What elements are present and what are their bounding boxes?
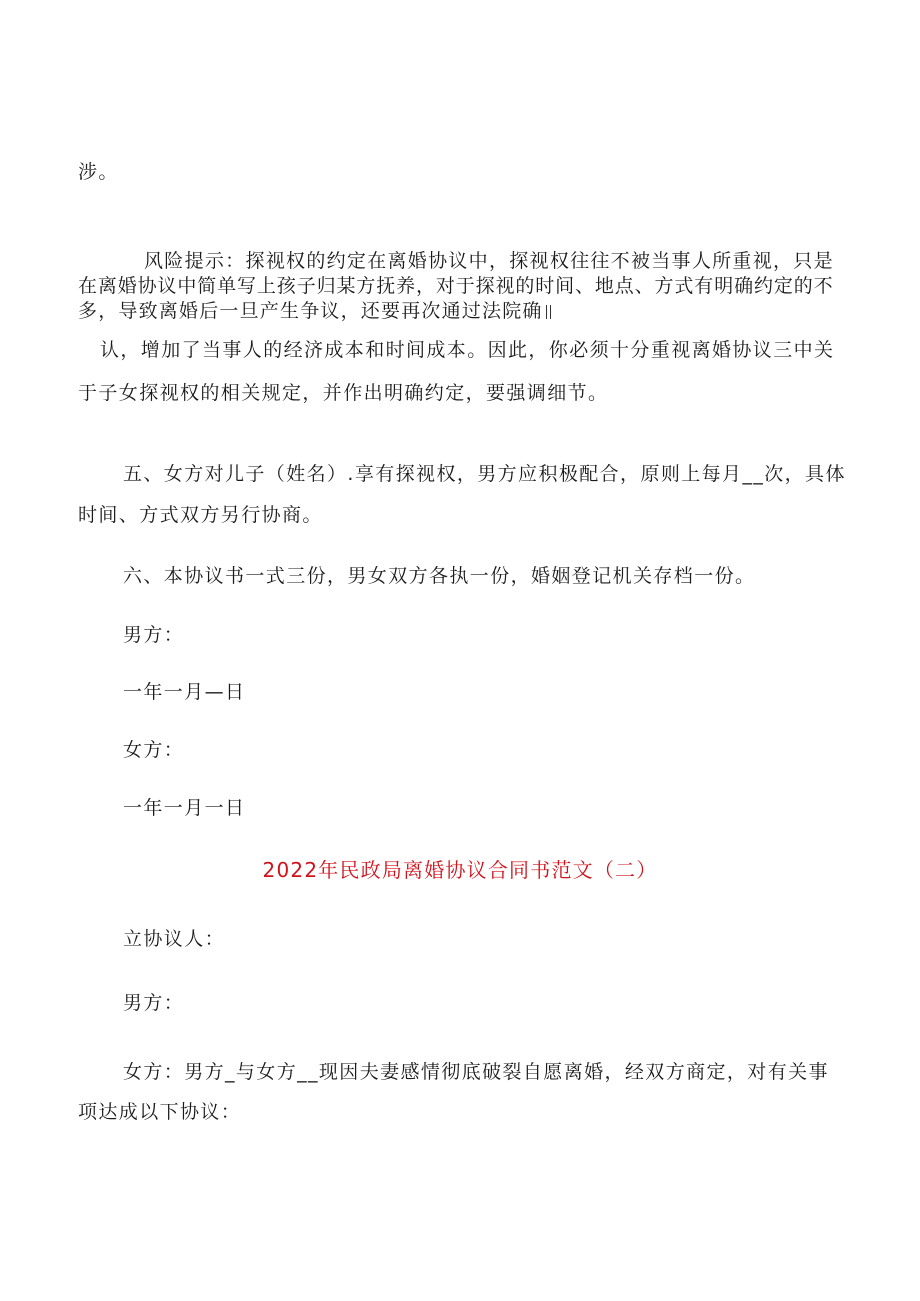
- clause-five-line: 五、女方对儿子（姓名）.享有探视权，男方应积极配合，原则上每月__次，具体: [123, 463, 846, 485]
- agreement-intro-line: 女方：男方_与女方__现因夫妻感情彻底破裂自愿离婚，经双方商定，对有关事: [123, 1061, 829, 1083]
- man-label: 男方：: [123, 992, 185, 1014]
- risk-tip-line: 在离婚协议中简单写上孩子归某方抚养，对于探视的时间、地点、方式有明确约定的不: [78, 275, 833, 297]
- risk-tip-paragraph: [78, 249, 833, 324]
- man-signature-label: 男方：: [123, 624, 185, 646]
- risk-tip-line-text: 多，导致离婚后一旦产生争议，还要再次通过法院确: [78, 300, 543, 322]
- woman-signature-date: 一年一月一日: [123, 797, 246, 819]
- section-title: 2022年民政局离婚协议合同书范文（二）: [262, 858, 658, 882]
- risk-tip-line: [78, 299, 833, 324]
- party-label: 立协议人：: [123, 928, 226, 950]
- cursor-mark-icon: [546, 305, 551, 319]
- clause-five-line: 时间、方式双方另行协商。: [78, 504, 323, 526]
- agreement-intro-line: 项达成以下协议：: [78, 1101, 242, 1123]
- woman-signature-label: 女方：: [123, 739, 185, 761]
- paragraph-line: 于子女探视权的相关规定，并作出明确约定，要强调细节。: [78, 382, 609, 404]
- continued-text: 涉。: [78, 161, 119, 183]
- clause-six: 六、本协议书一式三份，男女双方各执一份，婚姻登记机关存档一份。: [123, 565, 756, 587]
- paragraph-line: 认，增加了当事人的经济成本和时间成本。因此，你必须十分重视离婚协议三中关: [100, 339, 835, 361]
- man-signature-date: 一年一月—日: [123, 681, 246, 703]
- risk-tip-line: 风险提示：探视权的约定在离婚协议中，探视权往往不被当事人所重视，只是: [144, 250, 833, 272]
